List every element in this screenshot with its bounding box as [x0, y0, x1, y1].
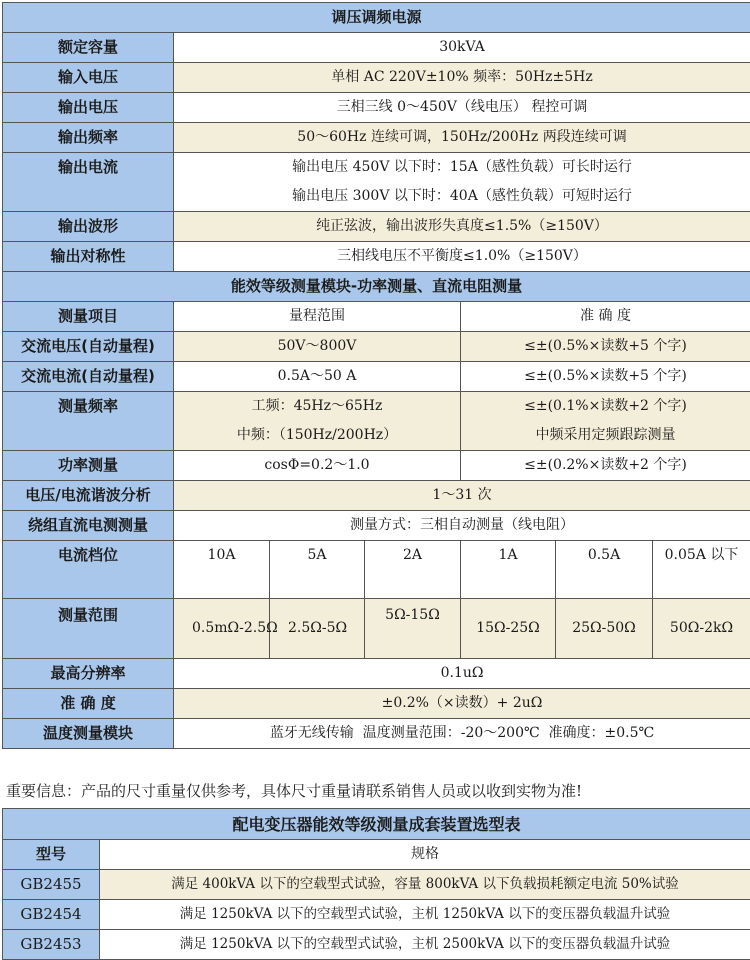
- table-row: [3, 840, 750, 870]
- measure-range-label: 测量范围: [3, 599, 174, 659]
- spec-header: 规格: [100, 840, 750, 870]
- measure-frequency-accuracy: [461, 392, 750, 451]
- table-row: [3, 481, 750, 511]
- current-gear-cell: 5A: [270, 541, 365, 599]
- ac-voltage-accuracy: ≤±(0.5%×读数+5 个字): [461, 332, 750, 362]
- winding-value: 测量方式：三相自动测量（线电阻）: [174, 511, 750, 541]
- measure-range-cell: 0.5mΩ-2.5Ω: [174, 599, 270, 659]
- harmonic-label: 电压/电流谐波分析: [3, 481, 174, 511]
- accuracy-value: ±0.2%（×读数）+ 2uΩ: [174, 689, 750, 719]
- output-symmetry-label: 输出对称性: [3, 242, 174, 272]
- output-waveform-label: 输出波形: [3, 212, 174, 242]
- input-voltage-value: 单相 AC 220V±10% 频率：50Hz±5Hz: [174, 63, 750, 93]
- table-row: [3, 392, 750, 451]
- output-current-value: [174, 153, 750, 212]
- table-row: [3, 302, 750, 332]
- ac-voltage-range: 50V～800V: [174, 332, 461, 362]
- harmonic-value: 1～31 次: [174, 481, 750, 511]
- output-frequency-value: 50～60Hz 连续可调，150Hz/200Hz 两段连续可调: [174, 123, 750, 153]
- output-frequency-label: 输出频率: [3, 123, 174, 153]
- rated-capacity-value: 30kVA: [174, 33, 750, 63]
- table-row: [3, 153, 750, 212]
- table-row: [3, 123, 750, 153]
- spec-cell: 满足 1250kVA 以下的空载型式试验，主机 1250kVA 以下的变压器负载温升试验: [100, 900, 750, 930]
- table-row: [3, 870, 750, 900]
- output-voltage-value: 三相三线 0～450V（线电压） 程控可调: [174, 93, 750, 123]
- current-gear-cell: 1A: [461, 541, 556, 599]
- ac-current-range: 0.5A～50 A: [174, 362, 461, 392]
- measure-accuracy-header: 准 确 度: [461, 302, 750, 332]
- table-row: [3, 33, 750, 63]
- measure-frequency-label: 测量频率: [3, 392, 174, 451]
- model-cell: GB2455: [3, 870, 100, 900]
- spec-cell: 满足 1250kVA 以下的空载型式试验，主机 2500kVA 以下的变压器负载温升试验: [100, 930, 750, 960]
- model-cell: GB2454: [3, 900, 100, 930]
- measure-frequency-range: [174, 392, 461, 451]
- table-row: [3, 63, 750, 93]
- output-current-line-1: 输出电压 450V 以下时：15A（感性负载）可长时运行: [174, 153, 750, 182]
- table-row: [3, 212, 750, 242]
- frequency-accuracy-line-2: 中频采用定频跟踪测量: [461, 421, 750, 450]
- output-symmetry-value: 三相线电压不平衡度≤1.0%（≥150V）: [174, 242, 750, 272]
- power-section-title: 调压调频电源: [3, 3, 750, 33]
- model-header: 型号: [3, 840, 100, 870]
- power-measure-range: cosΦ=0.2～1.0: [174, 451, 461, 481]
- measure-item-header: 测量项目: [3, 302, 174, 332]
- frequency-range-line-2: 中频：（150Hz/200Hz）: [174, 421, 460, 450]
- rated-capacity-label: 额定容量: [3, 33, 174, 63]
- table-row: [3, 599, 750, 659]
- specs-table: [2, 2, 750, 749]
- current-gear-cell: 0.05A 以下: [653, 541, 750, 599]
- output-current-label: 输出电流: [3, 153, 174, 212]
- notice-text: 重要信息：产品的尺寸重量仅供参考，具体尺寸重量请联系销售人员或以收到实物为准!: [6, 780, 582, 801]
- frequency-range-line-1: 工频：45Hz～65Hz: [174, 392, 460, 421]
- ac-current-accuracy: ≤±(0.5%×读数+5 个字): [461, 362, 750, 392]
- table-row: [3, 93, 750, 123]
- current-gear-cell: 0.5A: [556, 541, 653, 599]
- resolution-label: 最高分辨率: [3, 659, 174, 689]
- measure-range-cell: 50Ω-2kΩ: [653, 599, 750, 659]
- output-waveform-value: 纯正弦波，输出波形失真度≤1.5%（≥150V）: [174, 212, 750, 242]
- table-row: [3, 900, 750, 930]
- table-row: [3, 511, 750, 541]
- model-cell: GB2453: [3, 930, 100, 960]
- table-row: [3, 689, 750, 719]
- power-measure-label: 功率测量: [3, 451, 174, 481]
- current-gear-cell: 10A: [174, 541, 270, 599]
- resolution-value: 0.1uΩ: [174, 659, 750, 689]
- power-measure-accuracy: ≤±(0.2%×读数+2 个字): [461, 451, 750, 481]
- measure-range-cell: 15Ω-25Ω: [461, 599, 556, 659]
- ac-voltage-label: 交流电压(自动量程): [3, 332, 174, 362]
- frequency-accuracy-line-1: ≤±(0.1%×读数+2 个字): [461, 392, 750, 421]
- spec-cell: 满足 400kVA 以下的空载型式试验，容量 800kVA 以下负载损耗额定电流 50%试验: [100, 870, 750, 900]
- measure-range-cell: 5Ω-15Ω: [365, 599, 461, 659]
- current-gear-cell: 2A: [365, 541, 461, 599]
- measure-range-header: 量程范围: [174, 302, 461, 332]
- table-row: [3, 930, 750, 960]
- temperature-label: 温度测量模块: [3, 719, 174, 749]
- table-row: [3, 541, 750, 599]
- winding-label: 绕组直流电测测量: [3, 511, 174, 541]
- accuracy-label: 准 确 度: [3, 689, 174, 719]
- selection-table: [2, 808, 750, 960]
- measure-range-cell: 2.5Ω-5Ω: [270, 599, 365, 659]
- table-row: [3, 719, 750, 749]
- measure-section-title: 能效等级测量模块-功率测量、直流电阻测量: [3, 272, 750, 302]
- output-voltage-label: 输出电压: [3, 93, 174, 123]
- input-voltage-label: 输入电压: [3, 63, 174, 93]
- temperature-value: 蓝牙无线传输 温度测量范围：-20～200℃ 准确度：±0.5℃: [174, 719, 750, 749]
- table-row: [3, 362, 750, 392]
- current-gear-label: 电流档位: [3, 541, 174, 599]
- output-current-line-2: 输出电压 300V 以下时：40A（感性负载）可短时运行: [174, 182, 750, 211]
- table-row: [3, 659, 750, 689]
- table-row: [3, 332, 750, 362]
- table-row: [3, 242, 750, 272]
- ac-current-label: 交流电流(自动量程): [3, 362, 174, 392]
- measure-range-cell: 25Ω-50Ω: [556, 599, 653, 659]
- table-row: [3, 451, 750, 481]
- selection-title: 配电变压器能效等级测量成套装置选型表: [3, 809, 750, 840]
